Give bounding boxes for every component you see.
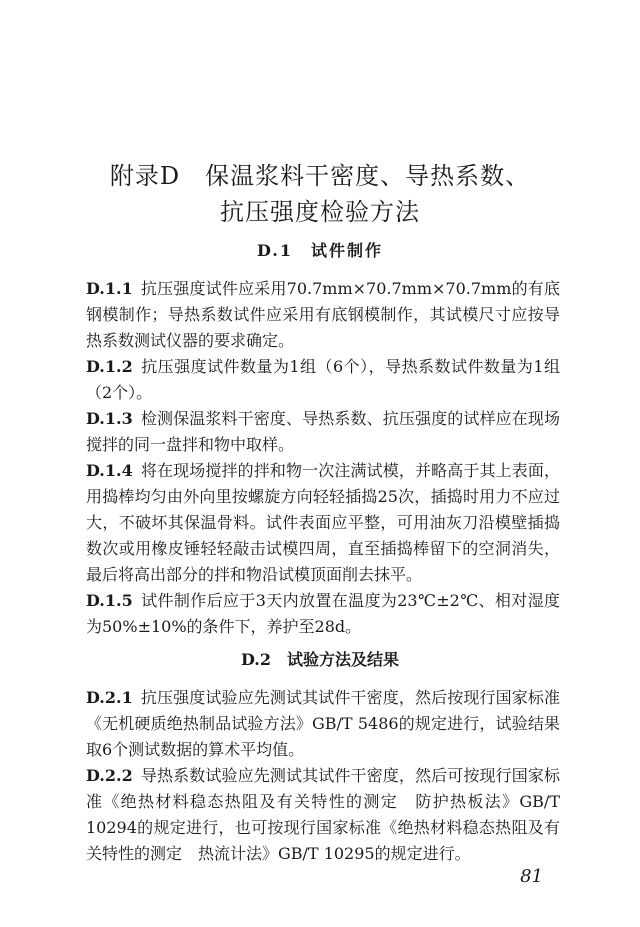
clause-d-2-2 xyxy=(86,763,560,867)
clause-number: D.1.2 xyxy=(86,357,133,376)
clause-number: D.1.1 xyxy=(86,279,133,298)
clause-d-1-3 xyxy=(86,406,560,458)
clause-text: 抗压强度试验应先测试其试件干密度，然后按现行国家标准《无机硬质绝热制品试验方法》GB/T 5486的规定进行，试验结果取6个测试数据的算术平均值。 xyxy=(86,688,560,759)
clause-number: D.1.4 xyxy=(86,461,133,480)
section-heading-d1: D.1 试件制作 xyxy=(256,241,383,260)
clause-text: 检测保温浆料干密度、导热系数、抗压强度的试样应在现场搅拌的同一盘拌和物中取样。 xyxy=(86,409,560,454)
clause-d-1-1 xyxy=(86,276,560,354)
clause-number: D.1.5 xyxy=(86,591,133,610)
clause-d-1-5 xyxy=(86,588,560,640)
clause-d-1-2 xyxy=(86,354,560,406)
section-heading-d2: D.2 试验方法及结果 xyxy=(240,650,399,669)
clause-d-1-4 xyxy=(86,458,560,588)
clause-text: 试件制作后应于3天内放置在温度为23℃±2℃、相对湿度为50%±10%的条件下，养护至28d。 xyxy=(86,591,560,636)
page-number: 81 xyxy=(520,866,543,887)
appendix-title-line1: 附录D 保温浆料干密度、导热系数、 xyxy=(109,162,531,190)
clause-number: D.2.1 xyxy=(86,688,133,707)
clause-d-2-1 xyxy=(86,685,560,763)
clause-text: 导热系数试验应先测试其试件干密度，然后可按现行国家标准《绝热材料稳态热阻及有关特性的测定 防护热板法》GB/T 10294的规定进行，也可按现行国家标准《绝热材料稳态热阻及有关特性的测定 热流计法》GB/T 10295的规定进行。 xyxy=(86,766,560,863)
appendix-title-line2: 抗压强度检验方法 xyxy=(220,198,420,226)
clause-text: 抗压强度试件应采用70.7mm×70.7mm×70.7mm的有底钢模制作；导热系数试件应采用有底钢模制作，其试模尺寸应按导热系数测试仪器的要求确定。 xyxy=(86,279,560,350)
clause-text: 抗压强度试件数量为1组（6个），导热系数试件数量为1组（2个）。 xyxy=(86,357,560,402)
clause-number: D.2.2 xyxy=(86,766,133,785)
clause-text: 将在现场搅拌的拌和物一次注满试模，并略高于其上表面，用捣棒均匀由外向里按螺旋方向轻轻插捣25次，插捣时用力不应过大，不破坏其保温骨料。试件表面应平整，可用油灰刀沿模壁插捣数次或用橡皮锤轻轻敲击试模四周，直至插捣棒留下的空洞消失，最后将高出部分的拌和物沿试模顶面削去抹平。 xyxy=(86,461,560,584)
clause-number: D.1.3 xyxy=(86,409,133,428)
